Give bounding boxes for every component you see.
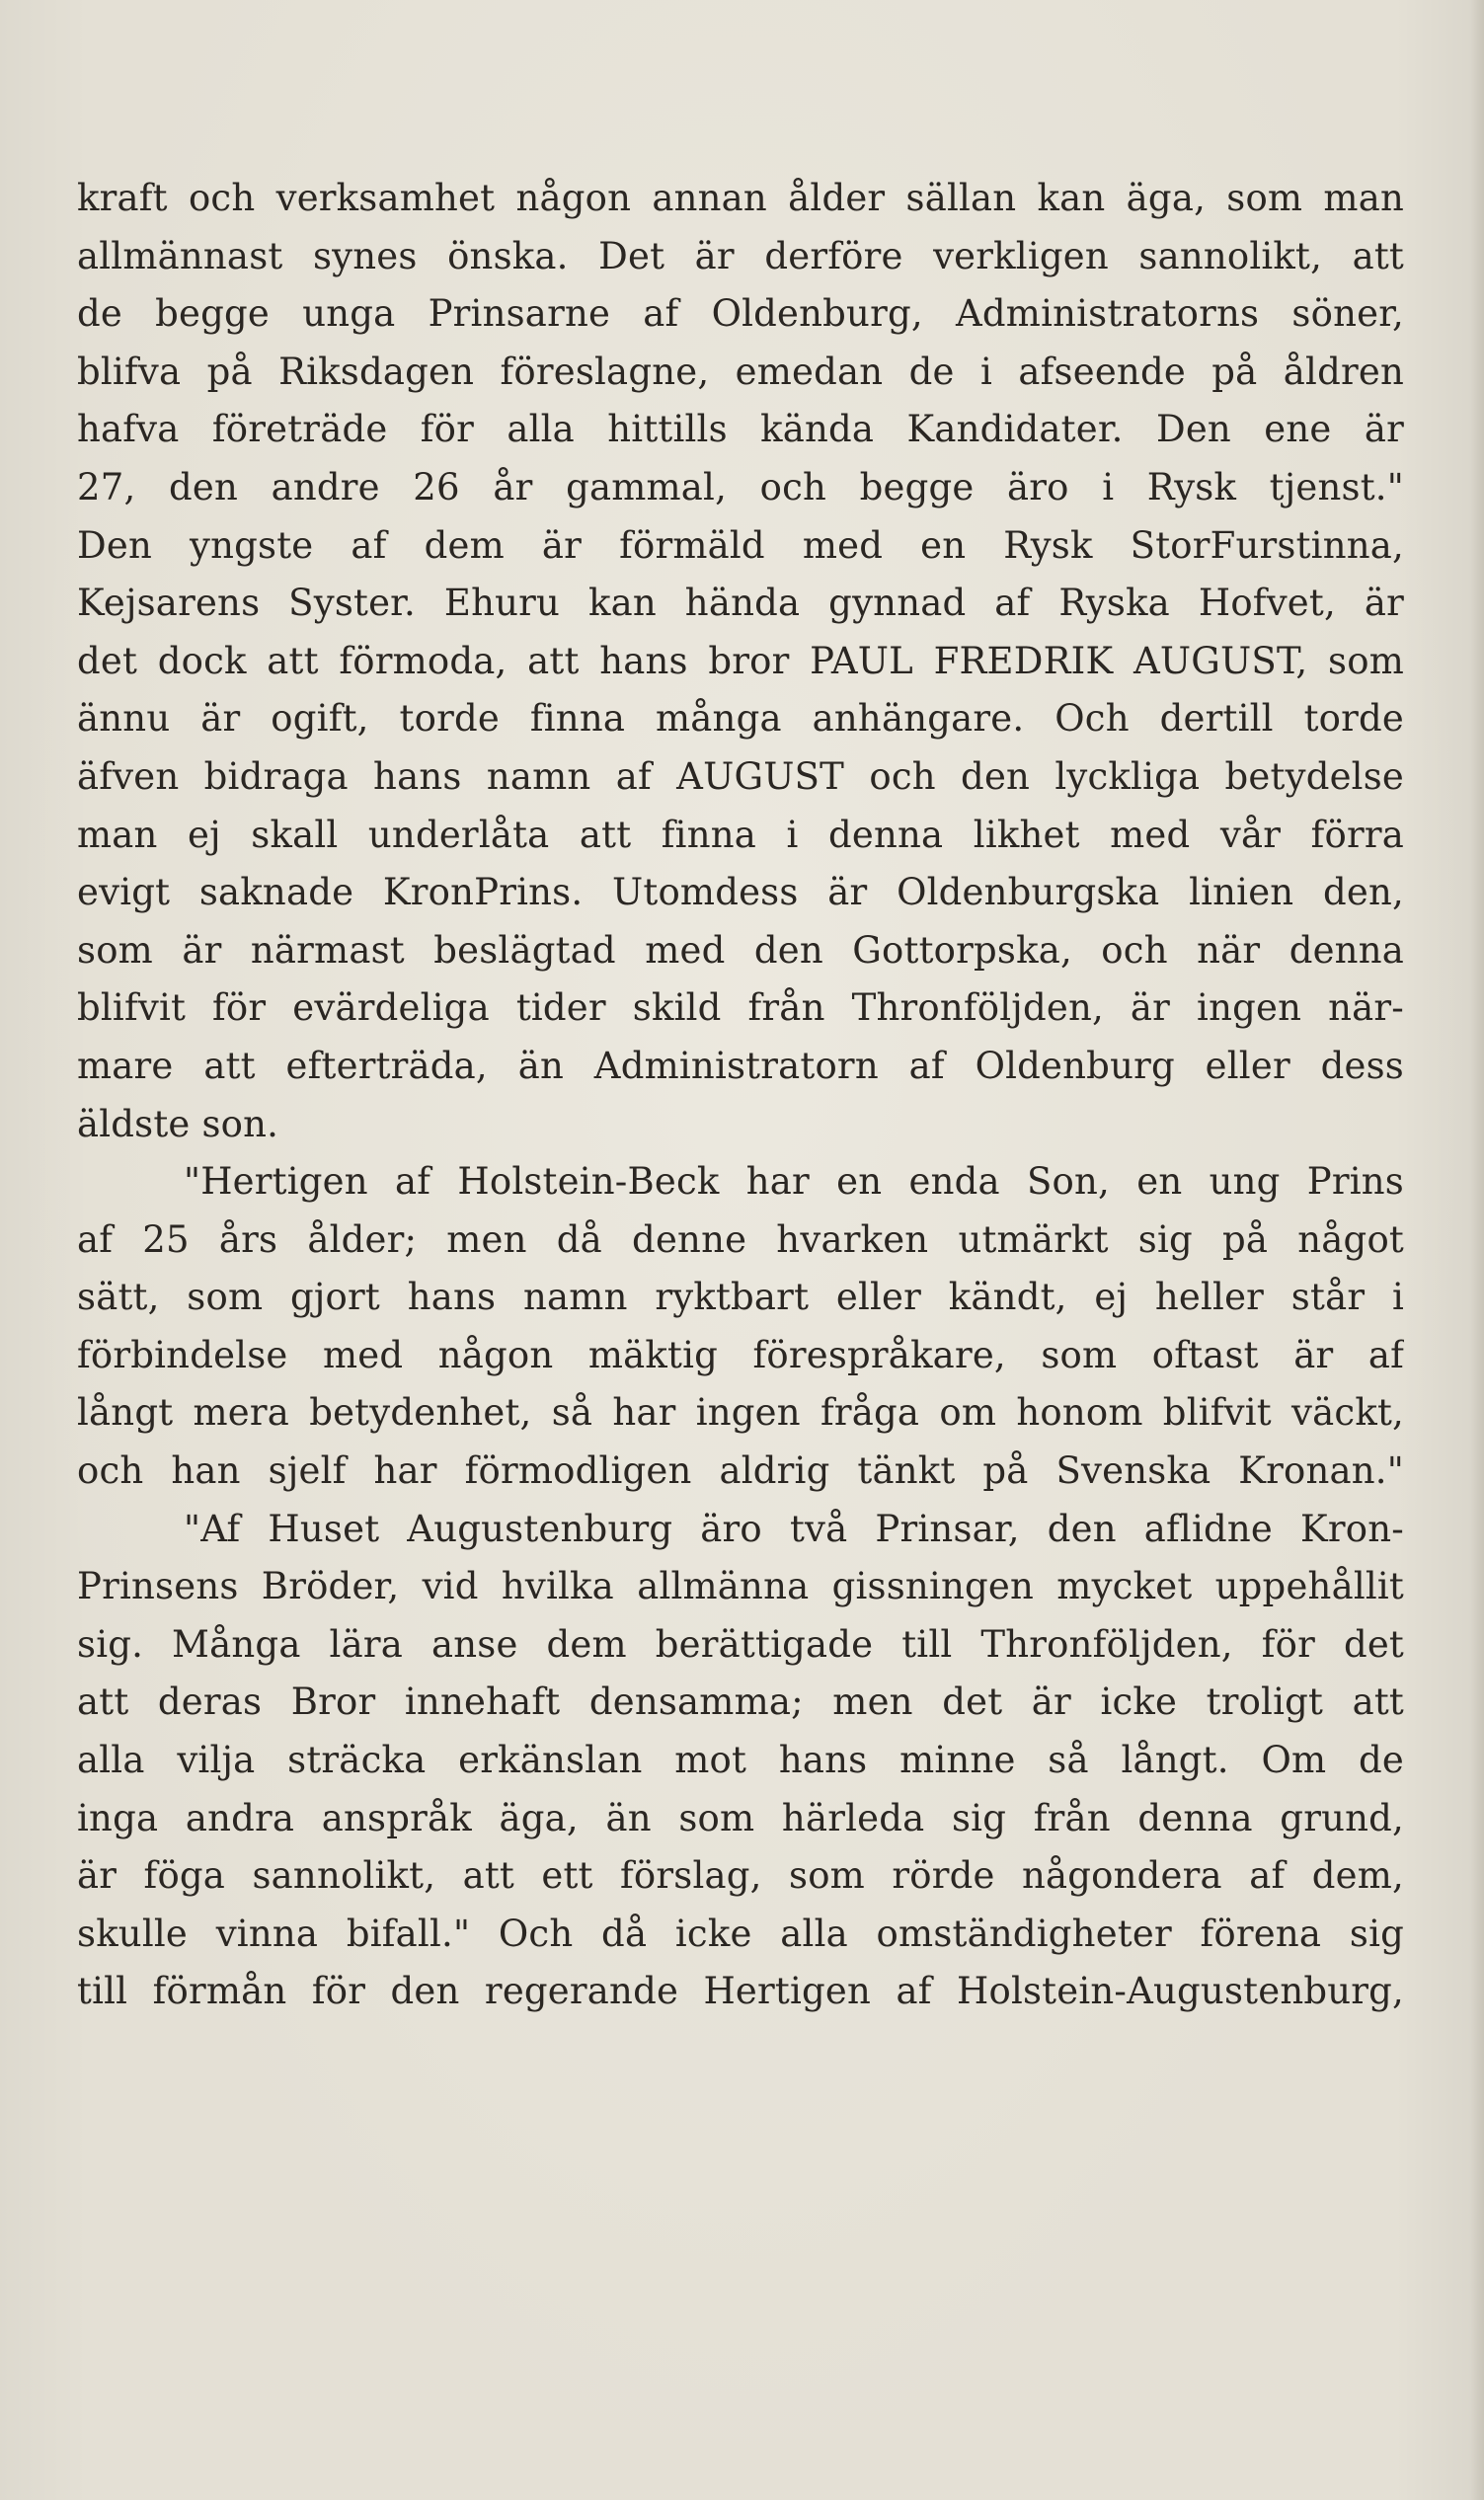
- text-line: blifva på Riksdagen föreslagne, emedan de i afseende på åldren: [77, 350, 1404, 393]
- text-line: "Af Huset Augustenburg äro två Prinsar, den aflidne Kron-: [184, 1507, 1404, 1550]
- text-line: att deras Bror innehaft densamma; men det är icke troligt att: [77, 1680, 1404, 1724]
- text-line: inga andra anspråk äga, än som härleda sig från denna grund,: [77, 1796, 1404, 1839]
- text-line: ännu är ogift, torde finna många anhängare. Och dertill torde: [77, 697, 1404, 741]
- text-line: alla vilja sträcka erkänslan mot hans minne så långt. Om de: [77, 1739, 1404, 1782]
- text-line: Kejsarens Syster. Ehuru kan hända gynnad af Ryska Hofvet, är: [77, 582, 1404, 625]
- text-line: till förmån för den regerande Hertigen af Holstein-Augustenburg,: [77, 1970, 1404, 2013]
- text-line: 27, den andre 26 år gammal, och begge äro i Rysk tjenst.": [77, 465, 1404, 508]
- body-text: [77, 170, 1404, 2021]
- text-line: blifvit för evärdeliga tider skild från Thronföljden, är ingen när-: [77, 986, 1404, 1030]
- text-line: man ej skall underlåta att finna i denna likhet med vår förra: [77, 813, 1404, 856]
- text-line: kraft och verksamhet någon annan ålder sällan kan äga, som man: [77, 177, 1404, 219]
- text-line: evigt saknade KronPrins. Utomdess är Oldenburgska linien den,: [77, 871, 1404, 914]
- text-line: hafva företräde för alla hittills kända Kandidater. Den ene är: [77, 408, 1404, 451]
- text-line: långt mera betydenhet, så har ingen fråga om honom blifvit väckt,: [77, 1391, 1404, 1435]
- text-line: är föga sannolikt, att ett förslag, som rörde någondera af dem,: [77, 1854, 1404, 1898]
- text-line: förbindelse med någon mäktig förespråkare, som oftast är af: [77, 1333, 1404, 1376]
- text-line: de begge unga Prinsarne af Oldenburg, Administratorns söner,: [77, 292, 1404, 336]
- text-line: skulle vinna bifall." Och då icke alla omständigheter förena sig: [77, 1912, 1404, 1955]
- text-line: och han sjelf har förmodligen aldrig tänkt på Svenska Kronan.": [77, 1449, 1404, 1493]
- text-line: "Hertigen af Holstein-Beck har en enda Son, en ung Prins: [184, 1160, 1404, 1204]
- page-edge-shadow: [1470, 0, 1484, 2500]
- text-line: som är närmast beslägtad med den Gottorpska, och när denna: [77, 928, 1404, 972]
- text-line: af 25 års ålder; men då denne hvarken utmärkt sig på något: [77, 1217, 1404, 1261]
- text-line: Den yngste af dem är förmäld med en Rysk StorFurstinna,: [77, 523, 1404, 567]
- text-line: allmännast synes önska. Det är derföre verkligen sannolikt, att: [77, 234, 1404, 277]
- text-line: äldste son.: [77, 1102, 279, 1145]
- text-line: det dock att förmoda, att hans bror PAUL FREDRIK AUGUST, som: [77, 639, 1404, 682]
- text-line: äfven bidraga hans namn af AUGUST och den lyckliga betydelse: [77, 754, 1404, 798]
- text-line: Prinsens Bröder, vid hvilka allmänna gissningen mycket uppehållit: [77, 1565, 1404, 1608]
- text-line: sig. Många lära anse dem berättigade till Thronföljden, för det: [77, 1622, 1404, 1666]
- text-line: mare att efterträda, än Administratorn af Oldenburg eller dess: [77, 1044, 1404, 1087]
- text-line: sätt, som gjort hans namn ryktbart eller kändt, ej heller står i: [77, 1276, 1404, 1319]
